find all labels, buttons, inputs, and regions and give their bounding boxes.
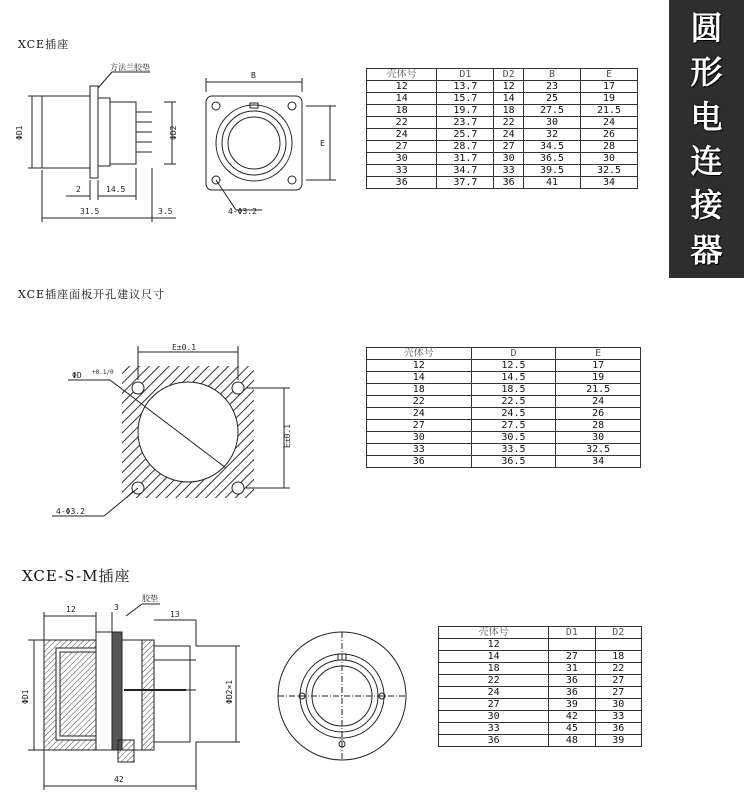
table-cell: 27: [367, 420, 472, 432]
table-cell: 37.7: [437, 177, 494, 189]
table-cell: [549, 639, 595, 651]
table-cell: 17: [556, 360, 641, 372]
table-row: [367, 93, 638, 105]
table-row: [367, 129, 638, 141]
column-header: 壳体号: [367, 348, 472, 360]
table-row: [367, 165, 638, 177]
banner-char: 连: [690, 142, 723, 181]
table-cell: 18: [439, 663, 549, 675]
s3-dim-12: 12: [66, 605, 76, 614]
table-row: [367, 153, 638, 165]
table-cell: 18: [367, 384, 472, 396]
table-cell: [595, 639, 641, 651]
table-cell: 14: [494, 93, 524, 105]
table-row: [367, 396, 641, 408]
table-cell: 31: [549, 663, 595, 675]
table-cell: 27.5: [471, 420, 556, 432]
table-cell: 30: [367, 153, 437, 165]
s1-dim-14-5: 14.5: [106, 185, 126, 194]
table-cell: 13.7: [437, 81, 494, 93]
table-row: [367, 384, 641, 396]
column-header: D1: [437, 69, 494, 81]
s3-d2-label: ΦD2×1: [225, 679, 234, 704]
s1-e-label: E: [320, 139, 325, 148]
table-cell: 27: [494, 141, 524, 153]
table-cell: 18: [367, 105, 437, 117]
s1-holes-label: 4-Φ3.2: [228, 207, 257, 216]
table-cell: 36: [494, 177, 524, 189]
table-cell: 30: [524, 117, 581, 129]
table-row: [439, 699, 642, 711]
table-cell: 26: [556, 408, 641, 420]
s2-holes-label: 4-Φ3.2: [56, 507, 85, 516]
table-cell: 14: [367, 93, 437, 105]
table-cell: 23: [524, 81, 581, 93]
column-header: B: [524, 69, 581, 81]
s3-d1-label: ΦD1: [21, 689, 30, 704]
s3-dim-3: 3: [114, 603, 119, 612]
table-cell: 28: [580, 141, 637, 153]
table-cell: 14: [439, 651, 549, 663]
table-row: [367, 141, 638, 153]
table-cell: 24.5: [471, 408, 556, 420]
section2-spec-table: [366, 347, 641, 468]
column-header: D1: [549, 627, 595, 639]
table-cell: 36.5: [524, 153, 581, 165]
table-cell: 33: [367, 444, 472, 456]
s3-gasket-label: 胶垫: [142, 594, 158, 603]
table-cell: 36: [367, 456, 472, 468]
table-row: [439, 639, 642, 651]
table-cell: 19: [556, 372, 641, 384]
section3-title: XCE-S-M插座: [22, 567, 131, 585]
column-header: E: [580, 69, 637, 81]
s1-dim-3-5: 3.5: [158, 207, 173, 216]
table-cell: 18.5: [471, 384, 556, 396]
table-cell: 36: [439, 735, 549, 747]
table-cell: 32.5: [580, 165, 637, 177]
table-cell: 24: [439, 687, 549, 699]
table-row: [367, 408, 641, 420]
table-cell: 12: [439, 639, 549, 651]
s3-side-view: [28, 604, 240, 790]
table-cell: 18: [494, 105, 524, 117]
table-cell: 32.5: [556, 444, 641, 456]
table-cell: 19: [580, 93, 637, 105]
s2-d-label: ΦD: [72, 371, 82, 380]
banner-char: 接: [690, 186, 723, 225]
s1-side-view: [28, 72, 176, 222]
banner-char: 电: [690, 97, 723, 136]
section1-spec-table: [366, 68, 638, 189]
s2-d-tolerance: +0.1/0: [92, 369, 114, 376]
table-cell: 36.5: [471, 456, 556, 468]
table-header-row: [367, 348, 641, 360]
section1-title: XCE插座: [18, 38, 70, 51]
table-cell: 26: [580, 129, 637, 141]
table-row: [367, 360, 641, 372]
table-row: [439, 651, 642, 663]
table-cell: 14: [367, 372, 472, 384]
table-cell: 34: [556, 456, 641, 468]
table-cell: 22.5: [471, 396, 556, 408]
table-cell: 33: [595, 711, 641, 723]
table-cell: 24: [580, 117, 637, 129]
s1-flange-label: 方法兰胶垫: [110, 63, 150, 72]
column-header: 壳体号: [367, 69, 437, 81]
table-cell: 32: [524, 129, 581, 141]
table-cell: 30: [556, 432, 641, 444]
table-cell: 22: [494, 117, 524, 129]
table-row: [367, 432, 641, 444]
table-cell: 28: [556, 420, 641, 432]
table-row: [439, 711, 642, 723]
table-cell: 28.7: [437, 141, 494, 153]
table-cell: 27: [367, 141, 437, 153]
column-header: 壳体号: [439, 627, 549, 639]
s1-d1-label: ΦD1: [15, 125, 24, 140]
table-cell: 33: [439, 723, 549, 735]
s2-panel-view: [52, 346, 290, 516]
s3-dim-13: 13: [170, 610, 180, 619]
s3-dim-42: 42: [114, 775, 124, 784]
table-cell: 34.5: [524, 141, 581, 153]
table-cell: 36: [595, 723, 641, 735]
banner-char: 器: [690, 230, 723, 269]
table-cell: 39: [595, 735, 641, 747]
table-cell: 22: [439, 675, 549, 687]
table-cell: 34.7: [437, 165, 494, 177]
table-cell: 30: [580, 153, 637, 165]
table-cell: 30: [367, 432, 472, 444]
table-cell: 27: [595, 675, 641, 687]
table-cell: 12: [367, 81, 437, 93]
table-cell: 45: [549, 723, 595, 735]
table-cell: 24: [494, 129, 524, 141]
s2-e-side-label: E±0.1: [283, 423, 292, 448]
table-header-row: [367, 69, 638, 81]
table-cell: 39.5: [524, 165, 581, 177]
s3-front-view: [278, 632, 406, 760]
table-cell: 30: [439, 711, 549, 723]
table-row: [439, 735, 642, 747]
s1-dim-2: 2: [76, 185, 81, 194]
s1-b-label: B: [251, 71, 256, 80]
table-header-row: [439, 627, 642, 639]
s2-e-top-label: E±0.1: [172, 343, 197, 352]
table-cell: 31.7: [437, 153, 494, 165]
table-cell: 30: [494, 153, 524, 165]
s1-dim-31-5: 31.5: [80, 207, 100, 216]
table-cell: 27: [595, 687, 641, 699]
table-cell: 36: [549, 675, 595, 687]
table-cell: 48: [549, 735, 595, 747]
table-cell: 34: [580, 177, 637, 189]
table-row: [367, 420, 641, 432]
table-row: [439, 687, 642, 699]
banner-char: 形: [690, 53, 723, 92]
table-cell: 24: [556, 396, 641, 408]
table-cell: 22: [367, 396, 472, 408]
table-cell: 18: [595, 651, 641, 663]
table-cell: 30.5: [471, 432, 556, 444]
table-cell: 25: [524, 93, 581, 105]
table-cell: 12: [367, 360, 472, 372]
table-cell: 12.5: [471, 360, 556, 372]
table-cell: 36: [367, 177, 437, 189]
table-cell: 39: [549, 699, 595, 711]
table-cell: 42: [549, 711, 595, 723]
table-row: [367, 117, 638, 129]
table-row: [367, 81, 638, 93]
table-row: [367, 456, 641, 468]
table-row: [367, 177, 638, 189]
column-header: D2: [595, 627, 641, 639]
table-cell: 33: [367, 165, 437, 177]
table-row: [439, 723, 642, 735]
table-cell: 36: [549, 687, 595, 699]
table-row: [367, 372, 641, 384]
table-cell: 30: [595, 699, 641, 711]
section2-title: XCE插座面板开孔建议尺寸: [18, 288, 166, 301]
table-cell: 27.5: [524, 105, 581, 117]
table-cell: 24: [367, 129, 437, 141]
table-cell: 12: [494, 81, 524, 93]
table-cell: 22: [367, 117, 437, 129]
column-header: D: [471, 348, 556, 360]
table-row: [367, 105, 638, 117]
table-cell: 25.7: [437, 129, 494, 141]
table-row: [439, 675, 642, 687]
table-cell: 27: [439, 699, 549, 711]
column-header: D2: [494, 69, 524, 81]
table-cell: 21.5: [556, 384, 641, 396]
table-cell: 24: [367, 408, 472, 420]
table-cell: 27: [549, 651, 595, 663]
table-cell: 41: [524, 177, 581, 189]
table-cell: 33: [494, 165, 524, 177]
table-cell: 17: [580, 81, 637, 93]
table-row: [367, 444, 641, 456]
s1-d2-label: ΦD2: [169, 125, 178, 140]
table-cell: 33.5: [471, 444, 556, 456]
table-cell: 21.5: [580, 105, 637, 117]
column-header: E: [556, 348, 641, 360]
section3-spec-table: [438, 626, 642, 747]
table-cell: 14.5: [471, 372, 556, 384]
table-cell: 15.7: [437, 93, 494, 105]
table-cell: 19.7: [437, 105, 494, 117]
s1-front-view: [206, 78, 336, 210]
table-cell: 23.7: [437, 117, 494, 129]
table-row: [439, 663, 642, 675]
table-cell: 22: [595, 663, 641, 675]
banner-char: 圆: [690, 9, 723, 48]
